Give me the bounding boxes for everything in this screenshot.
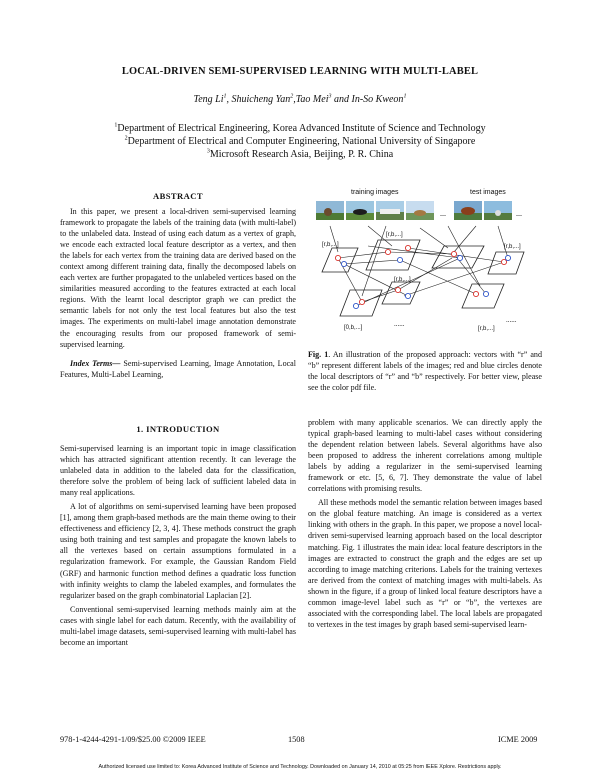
affiliation-3: $^3$Microsoft Research Asia, Beijing, P. R. China [206, 148, 394, 160]
intro-body [60, 443, 296, 648]
test-thumb-1 [454, 201, 482, 220]
graph-edges [330, 226, 508, 306]
test-images-label: test images [470, 189, 506, 196]
affiliation-2: $^2$Department of Electrical and Computer Engineering, National University of Singapore [124, 135, 476, 147]
training-thumb-2 [346, 201, 374, 220]
test-thumb-2 [484, 201, 512, 220]
license-notice: Authorized licensed use limited to: Korea Advanced Institute of Science and Technology. Downloaded on January 14, 2010 at 05:25 from IEEE Xplore. Restrictions apply. [98, 764, 502, 770]
paper-title: LOCAL-DRIVEN SEMI-SUPERVISED LEARNING WITH MULTI-LABEL [121, 66, 479, 77]
training-images-label: training images [351, 189, 399, 196]
affiliations [0, 122, 600, 161]
abstract-body [60, 206, 296, 380]
training-thumb-1 [316, 201, 344, 220]
more-nodes-dots-1: ...... [394, 320, 405, 328]
node-label-4: [0,b,...] [344, 325, 363, 331]
training-thumb-3 [376, 201, 404, 220]
abstract-heading: ABSTRACT [153, 191, 203, 201]
author-1: Teng Li$^1$, [193, 93, 232, 105]
figure-1-caption: Fig. 1. An illustration of the proposed approach: vectors with “r” and “b” represent different labels of the images; red and blue circles denote the local descriptors of “r” and “b” respectively. For better view, please see the color pdf file. [308, 350, 542, 393]
intro-heading: 1. INTRODUCTION [136, 424, 220, 434]
footer-isbn: 978-1-4244-4291-1/09/$25.00 ©2009 IEEE [60, 735, 206, 744]
author-3: Tao Mei$^3$ and [295, 93, 352, 105]
training-thumb-4 [406, 201, 434, 220]
node-label-6: [r,b,...] [504, 244, 521, 250]
training-ellipsis: ... [440, 209, 446, 218]
index-terms: Index Terms— Semi-supervised Learning, Image Annotation, Local Features, Multi-Label Learning, [60, 358, 296, 379]
right-column-body [308, 417, 542, 630]
intro-paragraph-2: A lot of algorithms on semi-supervised learning have been proposed [1], among them graph-based methods are the main theme owing to their effectiveness and efficiency [2, 3, 4]. These methods construct the graph using both training and test samples and propagate the known labels to all the vertexes based on certain assumptions formulated in a regularization framework. For example, the Gaussian Random Field (GRF) and harmonic function method defines a quadratic loss function with infinity weights to clamp the labeled examples, and formulates the regularizer based on the graph combinatorial Laplacian [2]. [60, 502, 296, 600]
right-paragraph-2: All these methods model the semantic relation between images based on the global feature matching. An image is considered as a vertex linking with others in the graph. In this paper, we propose a novel local-driven semi-supervised learning approach based on the local descriptor matching. Fig. 1 illustrates the main idea: local feature descriptors in the images are extracted to construct the graph and the edges are set up according to image matching criterions. Labels for the training vertexes are derived from the context of matching images with multi-labels. As shown in the figure, if a group of linked local feature descriptors have a common image-level label such as “r” or “b”, the vertexes are associated with the corresponding label. The local labels are propagated to vertexes in the test images by graph based semi-supervised learn- [308, 498, 542, 629]
footer-page-number: 1508 [288, 735, 305, 744]
node-label-1: [r,b,...] [322, 242, 339, 248]
figure-1-diagram [308, 186, 540, 338]
intro-paragraph-1: Semi-supervised learning is an important topic in image classification which has attracted significant attention recently. It can leverage the unlabeled data in addition to the labeled data for the classification, therefore solve the problem of being lack of sufficient labeled data in many real applications. [60, 444, 296, 498]
test-ellipsis: ... [516, 209, 522, 218]
abstract-text: In this paper, we present a local-driven semi-supervised learning framework to propagate the labels of the training data (with multi-label) to the unlabeled data. Instead of using each datum as a vertex of graph, we encode each extracted local feature descriptor as a vertex, and then the labels for each vertex from the training data are derived based on the context among different training data, finally the decomposed labels on each vertex are further propagated to the unlabeled vertices based on the similarities measured according to the features extracted at each local regions. With the learnt local descriptor graph we can predict the semantic labels for not only the test local features but also the test images. The experiments on multi-label image annotation demonstrate the encouraging results from our proposed framework of semi-supervised learning. [60, 207, 296, 349]
author-4: In-So Kweon$^1$ [351, 93, 407, 105]
more-nodes-dots-2: ...... [506, 316, 517, 324]
footer-conference: ICME 2009 [498, 735, 538, 744]
node-label-2: [r,b,...] [386, 232, 403, 238]
author-line [0, 94, 600, 105]
intro-paragraph-3: Conventional semi-supervised learning methods mainly aim at the cases with single label for each datum. Recently, with the availability of multi-label image datasets, semi-supervised learning with multi-label has become an important [60, 604, 296, 647]
node-label-3: [r,b,...] [394, 277, 411, 283]
author-2: Shuicheng Yan$^2$, [231, 93, 296, 105]
right-paragraph-1: problem with many applicable scenarios. We can directly apply the typical graph-based learning to multi-label cases without considering the dependent relation between labels. Several algorithms have also been proposed to address the inherent correlations among multiple labels by adding a regularizer in the semi-supervised learning framework or etc. [5, 6, 7]. They demonstrate the value of label correlations with promising results. [308, 418, 542, 494]
image-plane-6 [462, 284, 504, 308]
affiliation-1: $^1$Department of Electrical Engineering, Korea Advanced Institute of Science and Technology [114, 122, 486, 134]
node-label-5: [r,b,...] [478, 326, 495, 332]
